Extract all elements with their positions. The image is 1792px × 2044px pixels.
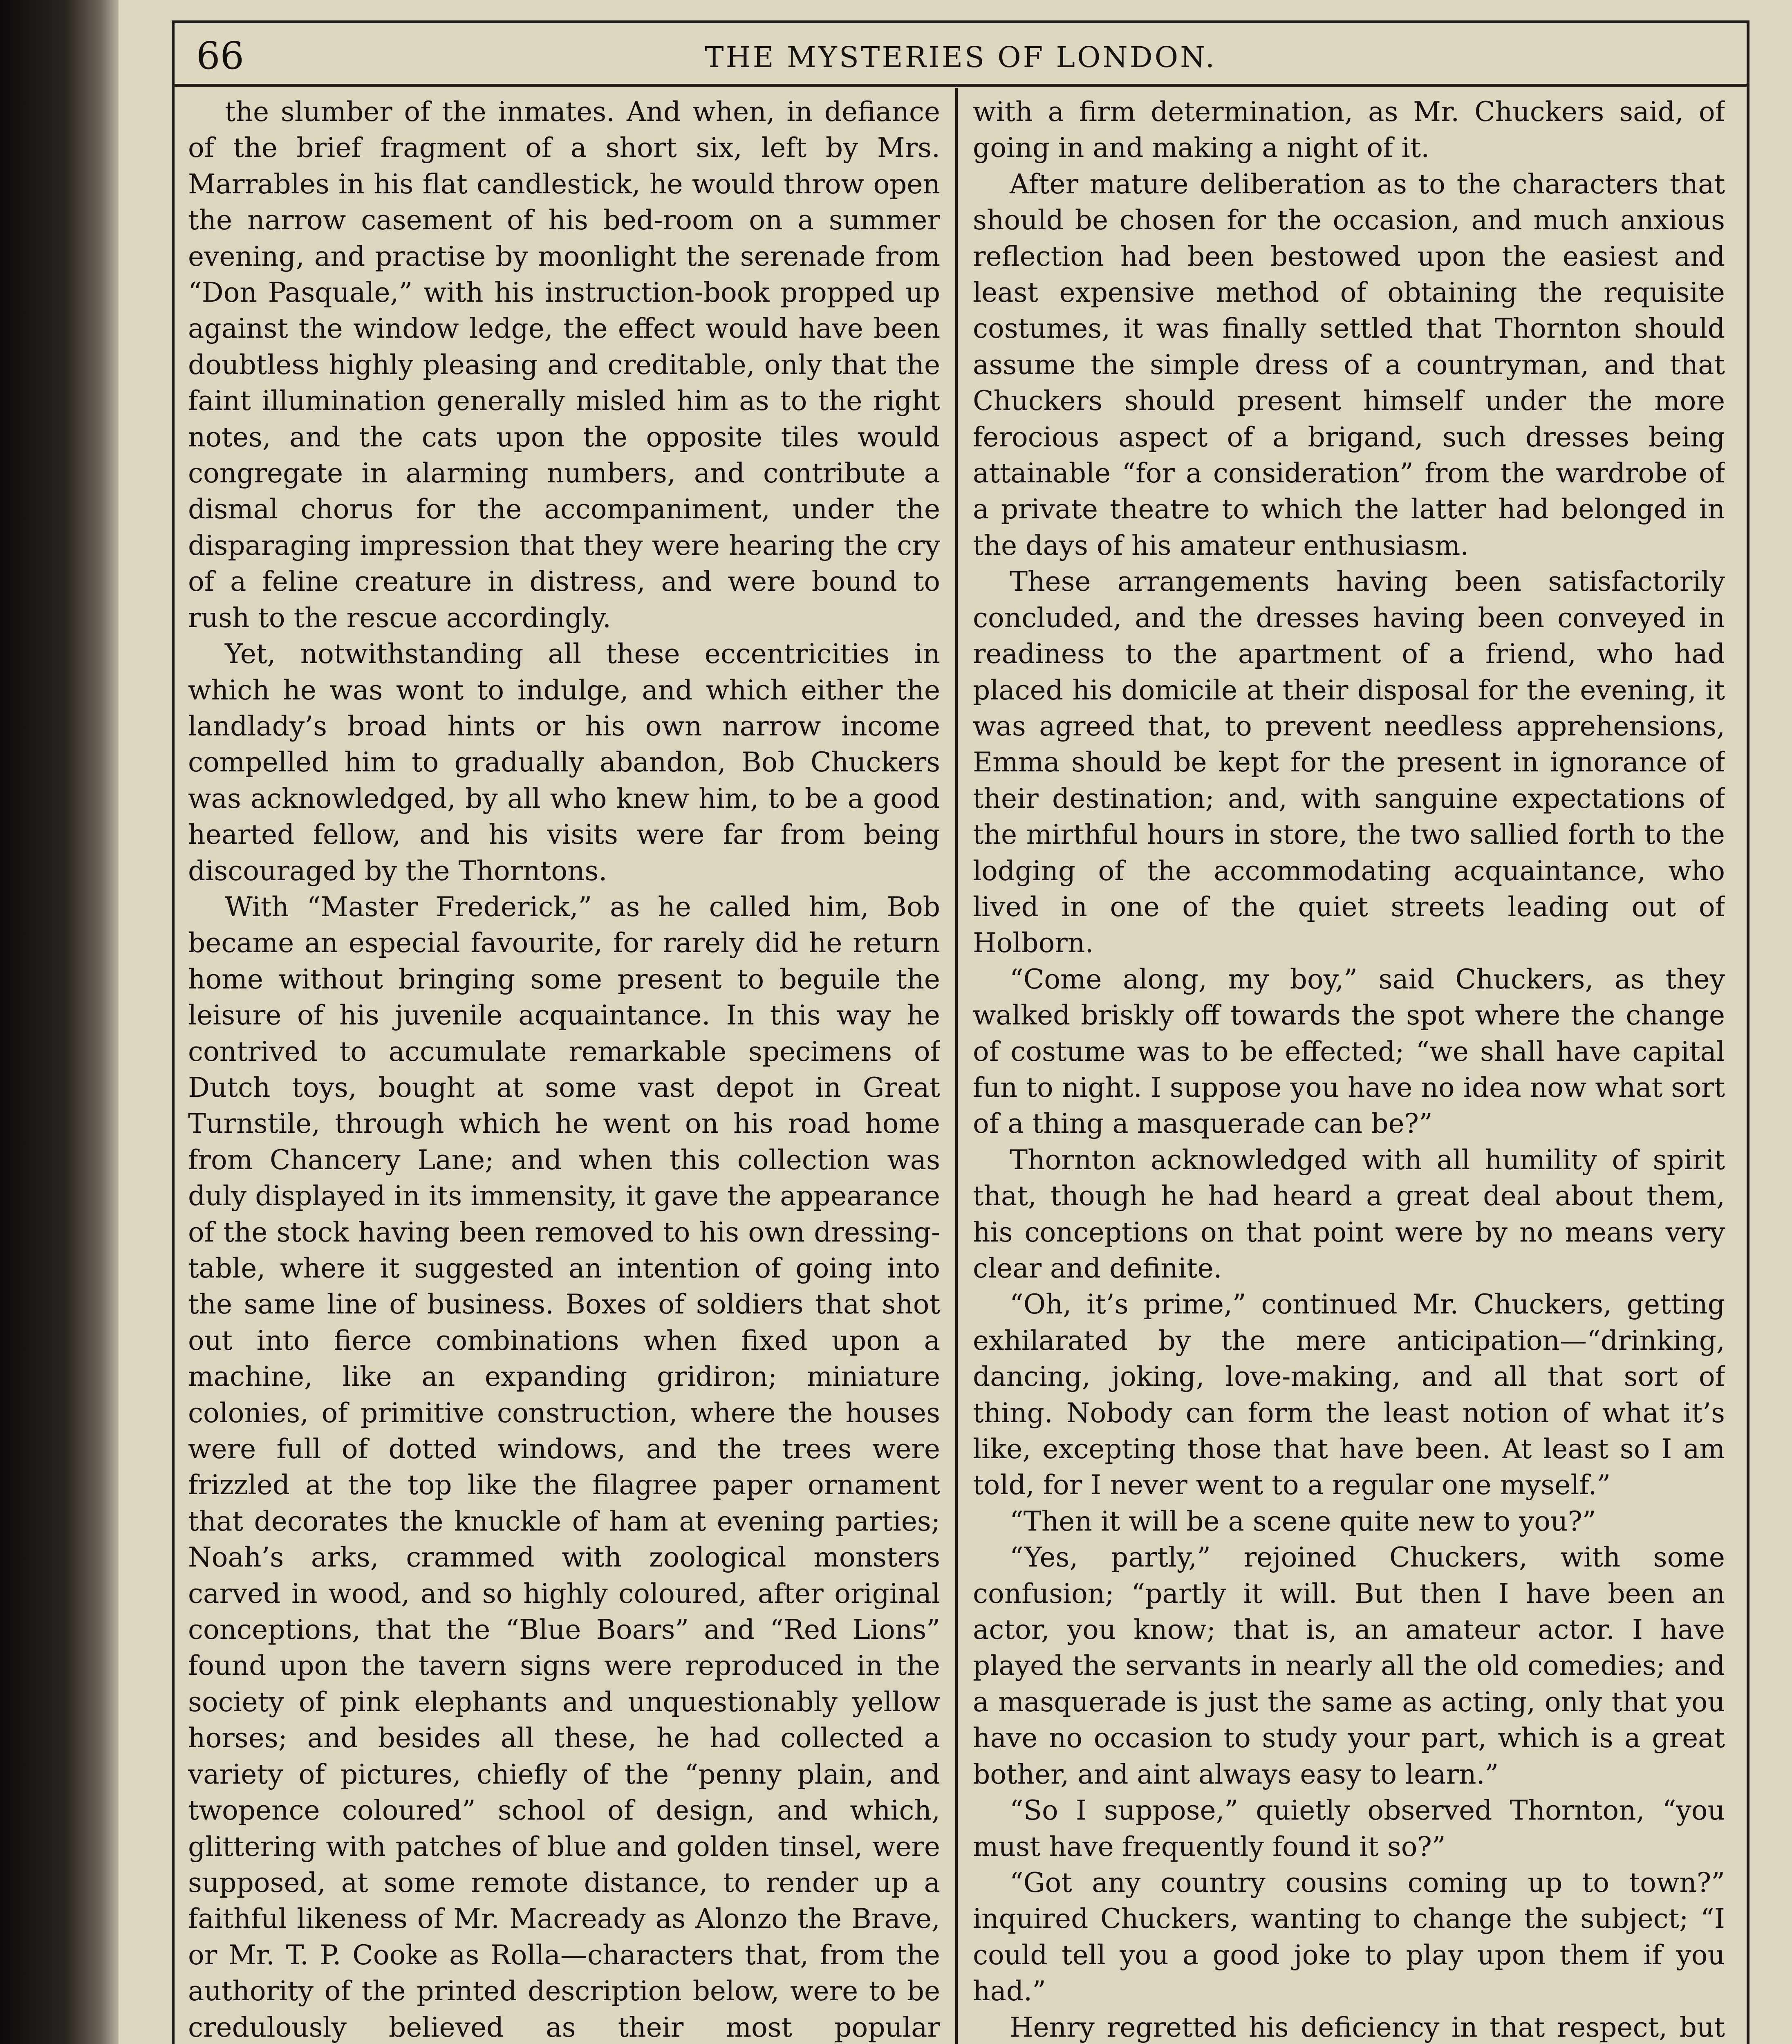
paragraph: These arrangements having been satisfactorily concluded, and the dresses having been conveyed in readiness to the apartment of a friend, who had placed his domicile at their disposal for the evening, it was agreed that, to prevent needless apprehensions, Emma should be kept for the present in ignorance of their destination; and, with sanguine expectations of the mirthful hours in store, the two sallied forth to the lodging of the accommodating acquaintance, who lived in one of the quiet streets leading out of Holborn. xyxy=(973,566,1725,959)
running-head: THE MYSTERIES OF LONDON. xyxy=(704,40,1217,74)
paragraph: Henry regretted his deficiency in that respect, but xyxy=(1010,2011,1725,2043)
paragraph: the slumber of the inmates. And when, in defiance of the brief fragment of a short six, left by Mrs. Marrables in his flat candlestick, he would throw open the narrow casement of his bed-room on a summer evening, and practise by moonlight the serenade from “Don Pasquale,” with his instruction-book propped up against the window ledge, the effect would have been doubtless highly pleasing and creditable, only that the faint illumination generally misled him as to the right notes, and the cats upon the opposite tiles would congregate in alarming numbers, and contribute a dismal chorus for the accompaniment, under the disparaging impression that they were hearing the cry of a feline creature in distress, and were bound to rush to the rescue accordingly. xyxy=(188,96,940,634)
paragraph: with a firm determination, as Mr. Chuckers said, of going in and making a night of it. xyxy=(973,96,1725,164)
paragraph: “Oh, it’s prime,” continued Mr. Chuckers, getting exhilarated by the mere anticipation—“drinking, dancing, joking, love-making, and all that sort of thing. Nobody can form the least notion of what it’s like, excepting those that have been. At least so I am told, for I never went to a regular one myself.” xyxy=(973,1289,1725,1501)
paragraph: “Then it will be a scene quite new to you?” xyxy=(1010,1505,1596,1537)
paragraph: After mature deliberation as to the characters that should be chosen for the occasion, and much anxious reflection had been bestowed upon the easiest and least expensive method of obtaining the requisite costumes, it was finally settled that Thornton should assume the simple dress of a countryman, and that Chuckers should present himself under the more ferocious aspect of a brigand, such dresses being attainable “for a consideration” from the wardrobe of a private theatre to which the latter had belonged in the days of his amateur enthusiasm. xyxy=(973,168,1725,561)
column-divider xyxy=(955,88,958,2044)
left-column xyxy=(188,94,940,2044)
right-column xyxy=(973,94,1725,2044)
paragraph: Thornton acknowledged with all humility of spirit that, though he had heard a great deal about them, his conceptions on that point were by no means very clear and definite. xyxy=(973,1144,1725,1284)
paragraph: “Yes, partly,” rejoined Chuckers, with some confusion; “partly it will. But then I have been an actor, you know; that is, an amateur actor. I have played the servants in nearly all the old comedies; and a masquerade is just the same as acting, only that you have no occasion to study your part, which is a great bother, and aint always easy to learn.” xyxy=(973,1542,1725,1790)
page-number: 66 xyxy=(196,34,244,78)
book-binding-shadow xyxy=(0,0,119,2044)
paragraph: “Got any country cousins coming up to town?” inquired Chuckers, wanting to change the subject; “I could tell you a good joke to play upon them if you had.” xyxy=(973,1867,1725,2007)
header-rule xyxy=(172,84,1749,87)
page-header xyxy=(196,34,1725,83)
paragraph: With “Master Frederick,” as he called him, Bob became an especial favourite, for rarely did he return home without bringing some present to beguile the leisure of his juvenile acquaintance. In this way he contrived to accumulate remarkable specimens of Dutch toys, bought at some vast depot in Great Turnstile, through which he went on his road home from Chancery Lane; and when this collection was duly displayed in its immensity, it gave the appearance of the stock having been removed to his own dressing-table, where it suggested an intention of going into the same line of business. Boxes of soldiers that shot out into fierce combinations when fixed upon a machine, like an expanding gridiron; miniature colonies, of primitive construction, where the houses were full of dotted windows, and the trees were frizzled at the top like the filagree paper ornament that decorates the knuckle of ham at evening parties; Noah’s arks, crammed with zoological monsters carved in wood, and so highly coloured, after original conceptions, that the “Blue Boars” and “Red Lions” found upon the tavern signs were reproduced in the society of pink elephants and unquestionably yellow horses; and besides all these, he had collected a variety of pictures, chiefly of the “penny plain, and twopence coloured” school of design, and which, glittering with patches of blue and golden tinsel, were supposed, at some remote distance, to render up a faithful likeness of Mr. Macready as Alonzo the Brave, or Mr. T. P. Cooke as Rolla—characters that, from the authority of the printed description below, were to be credulously believed as their most popular xyxy=(188,891,940,2043)
paragraph: “So I suppose,” quietly observed Thornton, “you must have frequently found it so?” xyxy=(973,1795,1725,1862)
paragraph: “Come along, my boy,” said Chuckers, as they walked briskly off towards the spot where the change of costume was to be effected; “we shall have capital fun to night. I suppose you have no idea now what sort of a thing a masquerade can be?” xyxy=(973,963,1725,1140)
paragraph: Yet, notwithstanding all these eccentricities in which he was wont to indulge, and which either the landlady’s broad hints or his own narrow income compelled him to gradually abandon, Bob Chuckers was acknowledged, by all who knew him, to be a good hearted fellow, and his visits were far from being discouraged by the Thorntons. xyxy=(188,638,940,887)
